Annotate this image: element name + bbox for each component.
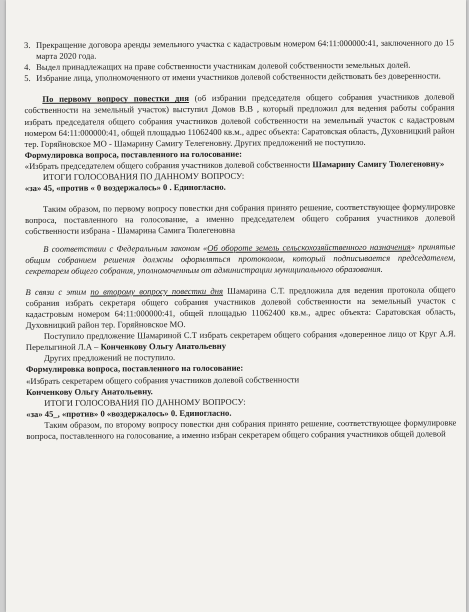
q1-body: (об избрании председателя общего собрания участников долевой собственности на земельный участок) выступил Домов В.В , который предложил для ведения работы собрания избрать председателя общего собрания участников долевой собственности на земельный участок с кадастровым номером 64:11:000000:41, общей площадью 11062400 кв.м., адрес объекта: Саратовская область, Духовницкий район тер. Горяйновское МО - Шамарину Самигу Телегеновну. Других предложений не поступило. (24, 91, 455, 149)
q2-body: Шамарина С.Т. предложила для ведения протокола общего собрания избрать секретаря общего собрания участников долевой собственности на земельный участок с кадастровым номером 64:11:000000:41, общей площадью 11062400 кв.м., адрес объекта: Саратовская область, Духовницкий район тер. Горяйновское МО. (25, 284, 456, 331)
agenda-item-text: Избрание лица, уполномоченного от имени участников долевой собственности действовать без доверенности. (36, 70, 441, 84)
law-name: Об обороте земель сельскохозяйственного назначения (207, 241, 411, 253)
q2-conclusion: Таким образом, по второму вопросу повестки дня собрания принято решение, соответствующее формулировке вопроса, поставленного на голосование, а именно избран секретарем общего собрания участников общей долевой (26, 417, 457, 441)
document-page (6, 0, 466, 612)
q2-results-heading: ИТОГИ ГОЛОСОВАНИЯ ПО ДАННОМУ ВОПРОСУ: (44, 396, 246, 408)
q2-lead: по второму вопросу повестки дня (90, 285, 224, 297)
q2-votes: «за» 45_, «против» 0 «воздержалось» 0. Единогласно. (26, 407, 232, 419)
q1-results-heading: ИТОГИ ГОЛОСОВАНИЯ ПО ДАННОМУ ВОПРОСУ: (42, 170, 245, 182)
document-body (24, 37, 456, 442)
q2-proposal-name: Конченкову Ольгу Анатольевну (100, 341, 227, 352)
q1-paragraph (24, 92, 454, 150)
q2-proposal-text: Поступило предложение Шамариной С.Т избрать секретарем общего собрания «доверенное лицо от Круг А.Я. Перелыгиной Л.А – (25, 328, 456, 353)
q2-proposal (26, 329, 456, 354)
q2-prefix: В связи с этим (25, 286, 91, 297)
q1-formulation-name: Шамарину Самигу Тюлегеновну» (312, 158, 445, 170)
q2-formulation-text: «Избрать секретарем общего собрания участников долевой собственности (26, 373, 300, 386)
agenda-item-text: Прекращение договора аренды земельного участка с кадастровым номером 64:11:000000:41, заключенного до 15 марта 2020 года. (35, 37, 455, 62)
law-prefix: В соответствии с Федеральным законом « (43, 242, 208, 254)
law-suffix: » принятые общим собранием решения должны оформляться протоколом, который подписывается председателем, секретарем общего собрания, уполномоченным от администрации муниципального образования. (25, 240, 456, 276)
q1-formulation-text: «Избрать председателем общего собрания участников долевой собственности (24, 159, 313, 171)
agenda-item-number: 3. (24, 39, 31, 50)
agenda-item-text: Выдел принадлежащих на праве собственности участникам долевой собственности земельных долей. (36, 59, 411, 73)
agenda-item-number: 4. (24, 62, 31, 73)
q1-lead: По первому вопросу повестки дня (42, 93, 189, 105)
law-paragraph (25, 241, 455, 277)
agenda-item (24, 37, 454, 62)
q2-formulation-name: Конченкову Ольгу Анатольевну. (26, 385, 153, 397)
q2-no-other: Других предложений не поступило. (43, 352, 176, 364)
agenda-item-number: 5. (24, 73, 31, 84)
agenda-item (24, 71, 454, 85)
q2-formulation-heading: Формулировка вопроса, поставленного на голосование: (25, 363, 244, 375)
q1-votes: «за» 45, «против « 0 воздержалось» 0 . Единогласно. (24, 181, 226, 194)
q2-paragraph (26, 284, 456, 331)
q1-formulation-heading: Формулировка вопроса, поставленного на голосование: (24, 148, 242, 160)
q1-conclusion: Таким образом, по первому вопросу повестки дня собрания принято решение, соответствующее формулировке вопроса, поставленного на голосование, а именно председателем общего собрания участников долевой собственности избрана - Шамарина Самига Тюлегеновна (25, 201, 456, 237)
